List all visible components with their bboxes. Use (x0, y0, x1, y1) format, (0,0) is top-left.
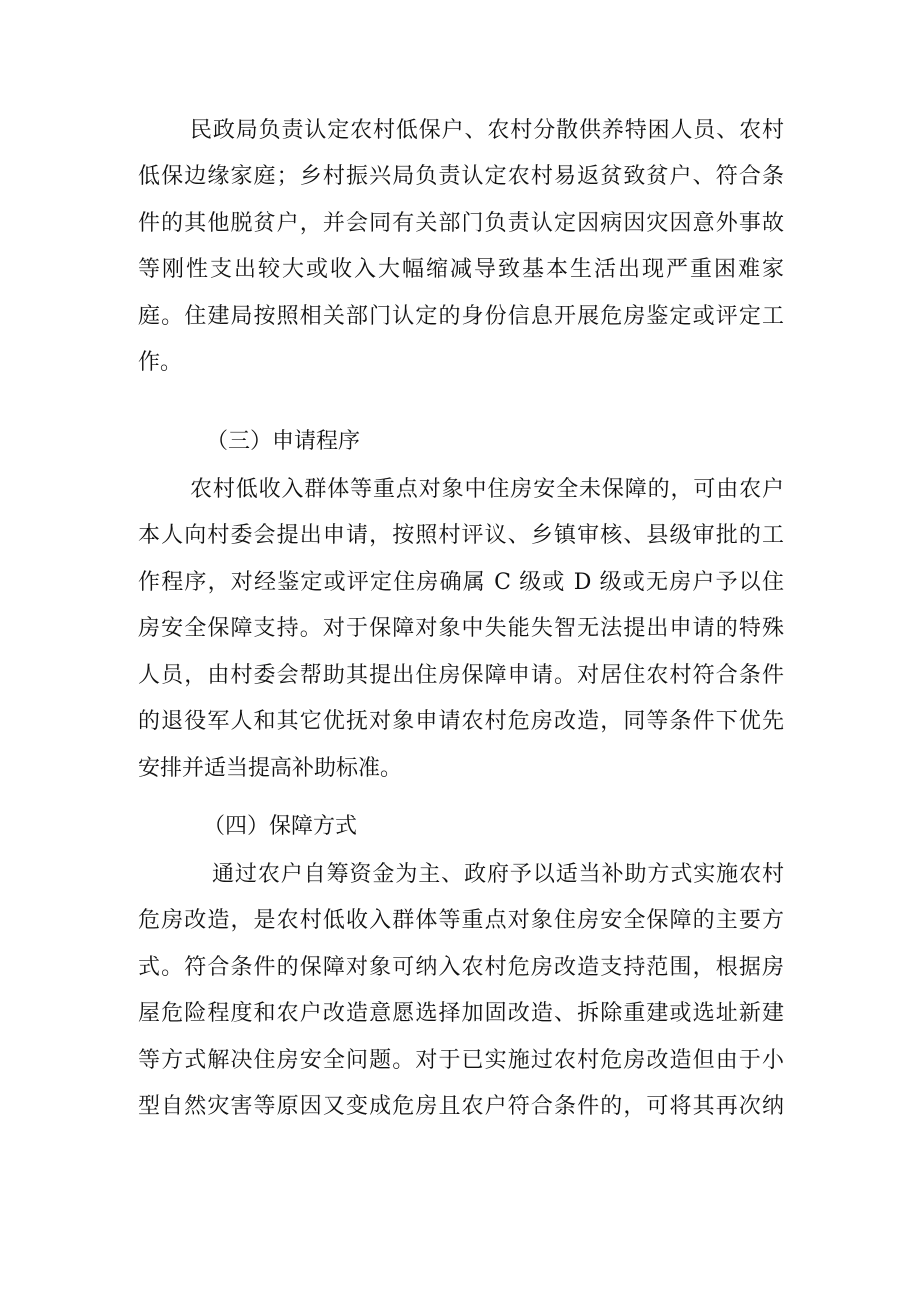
paragraph-line: 农村低收入群体等重点对象中住房安全未保障的，可由农户 (190, 477, 784, 502)
paragraph-line: 民政局负责认定农村低保户、农村分散供养特困人员、农村 (190, 118, 784, 143)
paragraph-line: 通过农户自筹资金为主、政府予以适当补助方式实施农村 (212, 862, 784, 887)
paragraph-line: 作程序，对经鉴定或评定住房确属 C 级或 D 级或无房户予以住 (138, 570, 784, 595)
paragraph-line: 等方式解决住房安全问题。对于已实施过农村危房改造但由于小 (138, 1048, 784, 1073)
paragraph-line: 房安全保障支持。对于保障对象中失能失智无法提出申请的特殊 (138, 616, 784, 641)
paragraph-line: 等刚性支出较大或收入大幅缩减导致基本生活出现严重困难家 (138, 257, 784, 282)
paragraph-line: 的退役军人和其它优抚对象申请农村危房改造，同等条件下优先 (138, 709, 784, 734)
paragraph-line: 安排并适当提高补助标准。 (138, 756, 403, 781)
paragraph-line: 庭。住建局按照相关部门认定的身份信息开展危房鉴定或评定工 (138, 304, 784, 329)
paragraph-line: 人员，由村委会帮助其提出住房保障申请。对居住农村符合条件 (138, 663, 784, 688)
paragraph-line: 屋危险程度和农户改造意愿选择加固改造、拆除重建或选址新建 (138, 1001, 784, 1026)
paragraph-line: 本人向村委会提出申请，按照村评议、乡镇审核、县级审批的工 (138, 523, 784, 548)
section-heading-application: （三）申请程序 (206, 429, 361, 454)
paragraph-line: 低保边缘家庭；乡村振兴局负责认定农村易返贫致贫户、符合条 (138, 164, 784, 189)
paragraph-line: 件的其他脱贫户，并会同有关部门负责认定因病因灾因意外事故 (138, 211, 784, 236)
paragraph-line: 作。 (138, 350, 183, 375)
paragraph-line: 式。符合条件的保障对象可纳入农村危房改造支持范围，根据房 (138, 955, 784, 980)
section-heading-guarantee-method: （四）保障方式 (203, 814, 358, 839)
paragraph-line: 型自然灾害等原因又变成危房且农户符合条件的，可将其再次纳 (138, 1094, 784, 1119)
paragraph-line: 危房改造，是农村低收入群体等重点对象住房安全保障的主要方 (138, 908, 784, 933)
